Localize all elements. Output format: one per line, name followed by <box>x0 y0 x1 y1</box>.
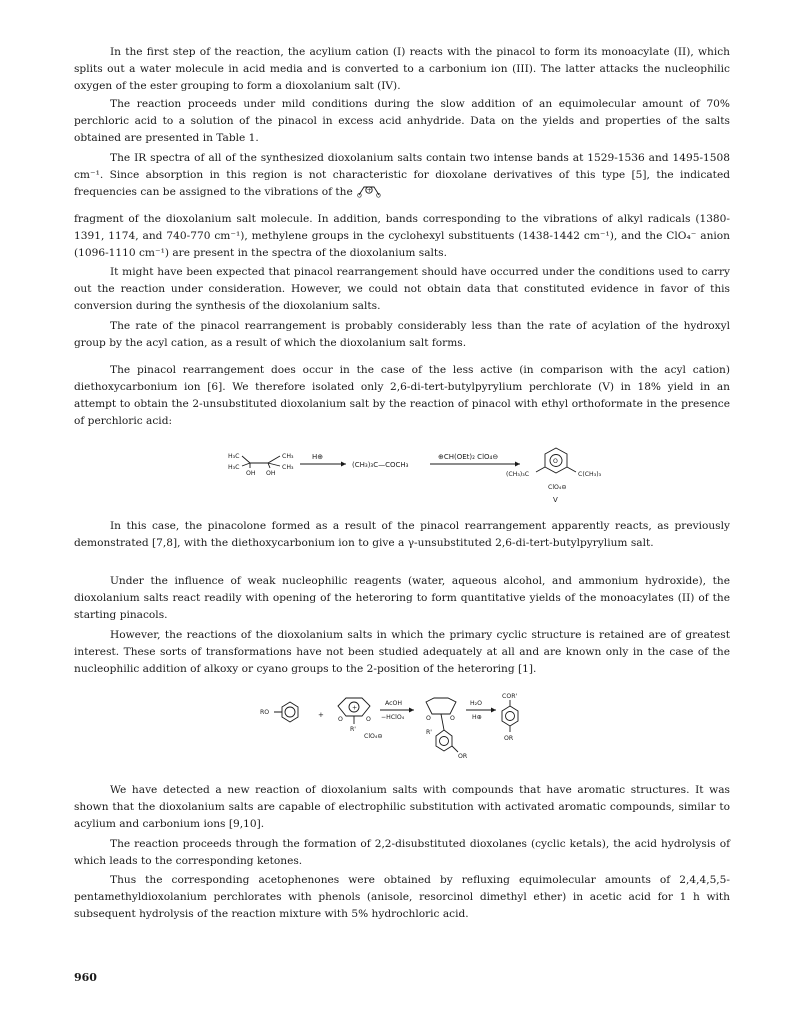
paragraph-8: Under the influence of weak nucleophilic reagents (water, aqueous alcohol, and ammonium hydroxide), the dioxolanium salts react readily with opening of the heteroring to form quantitative yields of the monoacylates (II) of the starting pinacols. <box>74 575 730 621</box>
scheme1-h3c-bottom: H₃C <box>228 464 240 471</box>
scheme1-ch3-top: CH₃ <box>282 453 294 460</box>
cyclic-ketal-structure <box>426 698 468 760</box>
arrow-1-reagent: H⊕ <box>312 453 324 461</box>
scheme1-ch3-bottom: CH₃ <box>282 464 294 471</box>
ketal-or: OR <box>458 753 468 760</box>
pyrylium-anion: ClO₄⊖ <box>548 484 567 491</box>
pinacolone-intermediate: (CH₃)₃C—COCH₃ <box>352 461 409 469</box>
pyrylium-structure <box>506 448 602 504</box>
svg-text:+: + <box>366 187 372 194</box>
product-cor: COR' <box>502 693 518 700</box>
salt-anion: ClO₄⊖ <box>364 733 383 740</box>
paragraph-10: We have detected a new reaction of dioxolanium salts with compounds that have aromatic structures. It was shown that the dioxolanium salts are capable of electrophilic substitution with activated aromatic compounds, similar to acylium and carbonium ions [9,10]. <box>74 784 730 830</box>
pyrylium-right-substituent: C(CH₃)₃ <box>578 471 602 478</box>
acetophenone-structure <box>502 693 518 742</box>
svg-text:O: O <box>376 192 381 200</box>
plus-sign: + <box>318 711 324 719</box>
arrow-3-reagent-top: AcOH <box>385 700 403 707</box>
product-or: OR <box>504 735 514 742</box>
page-number: 960 <box>74 971 97 984</box>
anisole-structure <box>260 702 298 722</box>
arrow-2-reagent: ⊕CH(OEt)₂ ClO₄⊖ <box>438 453 499 461</box>
pyrylium-left-substituent: (CH₃)₃C <box>506 471 530 478</box>
paragraph-2: The reaction proceeds under mild conditions during the slow addition of an equimolecular amount of 70% perchloric acid to a solution of the pinacol in excess acid anhydride. Data on the yields and properties of the salts obtained are presented in Table 1. <box>74 98 730 144</box>
reaction-arrow-4-head <box>491 708 496 713</box>
reaction-arrow-2-head <box>515 462 520 467</box>
paragraph-3-text: The IR spectra of all of the synthesized dioxolanium salts contain two intense bands at 1529-1536 and 1495-1508 cm⁻¹. Since absorption in this region is not characteristic for dioxolane derivatives of this type [5], the indicated frequencies can be assigned to the vibrations of the <box>74 152 730 198</box>
pinacol-rearrangement-scheme <box>0 438 796 512</box>
scheme1-h3c-top: H₃C <box>228 453 240 460</box>
reaction-arrow-1-head <box>341 462 346 467</box>
paragraph-3-continued: fragment of the dioxolanium salt molecule. In addition, bands corresponding to the vibrations of alkyl radicals (1380-1391, 1174, and 740-770 cm⁻¹), methylene groups in the cyclohexyl substituents (1438-1442 cm⁻¹), and the ClO₄⁻ anion (1096-1110 cm⁻¹) are present in the spectra of the dioxolanium salts. <box>74 213 730 259</box>
salt-ring-o-left: O <box>338 716 343 723</box>
paragraph-4: It might have been expected that pinacol rearrangement should have occurred under the conditions used to carry out the reaction under consideration. However, we could not obtain data that constituted evidence in favor of this conversion during the synthesis of the dioxolanium salts. <box>74 266 730 312</box>
svg-text:O: O <box>553 458 558 465</box>
paragraph-9: However, the reactions of the dioxolanium salts in which the primary cyclic structure is retained are of greatest interest. These sorts of transformations have not been studied adequately at all and are known only in the case of the nucleophilic addition of alkoxy or cyano groups to the 2-position of the heteroring [1]. <box>74 629 730 675</box>
paragraph-5: The rate of the pinacol rearrangement is probably considerably less than the rate of acylation of the hydroxyl group by the acyl cation, as a result of which the dioxolanium salt forms. <box>74 320 730 349</box>
paragraph-1: In the first step of the reaction, the acylium cation (I) reacts with the pinacol to form its monoacylate (II), which splits out a water molecule in acid media and is converted to a carbonium ion (III). The latter attacks the nucleophilic oxygen of the ester grouping to form a dioxolanium salt (IV). <box>74 46 730 92</box>
paragraph-6: The pinacol rearrangement does occur in the case of the less active (in comparison with the acyl cation) diethoxycarbonium ion [6]. We therefore isolated only 2,6-di-tert-butylpyrylium perchlorate (V) in 18% yield in an attempt to obtain the 2-unsubstituted dioxolanium salt by the reaction of pinacol with ethyl orthoformate in the presence of perchloric acid: <box>74 364 730 427</box>
svg-text:O: O <box>357 192 362 200</box>
paragraph-3 <box>74 150 730 200</box>
scheme1-oh-left: OH <box>246 470 256 477</box>
ketal-r-prime: R' <box>426 729 433 736</box>
salt-r-prime: R' <box>350 726 357 733</box>
reaction-arrow-3-head <box>409 708 414 713</box>
svg-text:+: + <box>352 704 358 712</box>
pinacol-structure <box>228 453 294 477</box>
paragraph-12: Thus the corresponding acetophenones were obtained by refluxing equimolecular amounts of 2,4,4,5,5-pentamethyldioxolanium perchlorates with phenols (anisole, resorcinol dimethyl ether) in acetic acid for 1 h with subsequent hydrolysis of the reaction mixture with 5% hydrochloric acid. <box>74 874 730 920</box>
arrow-4-reagent-top: H₂O <box>470 700 483 707</box>
electrophilic-substitution-scheme <box>0 690 796 770</box>
scheme1-oh-right: OH <box>266 470 276 477</box>
anisole-ro: RO <box>260 709 270 716</box>
arrow-3-reagent-bottom: −HClO₄ <box>381 714 405 721</box>
arrow-4-reagent-bottom: H⊕ <box>472 714 482 721</box>
dioxolanium-salt-structure <box>338 698 383 740</box>
salt-ring-o-right: O <box>366 716 371 723</box>
ketal-o-right: O <box>450 715 455 722</box>
paragraph-11: The reaction proceeds through the formation of 2,2-disubstituted dioxolanes (cyclic ketals), the acid hydrolysis of which leads to the corresponding ketones. <box>74 838 730 867</box>
compound-label-v: V <box>553 496 558 504</box>
dioxolanium-fragment-icon <box>356 184 382 198</box>
paragraph-7: In this case, the pinacolone formed as a result of the pinacol rearrangement apparently reacts, as previously demonstrated [7,8], with the diethoxycarbonium ion to give a γ-unsubstituted 2,6-di-tert-butylpyrylium salt. <box>74 520 730 549</box>
ketal-o-left: O <box>426 715 431 722</box>
